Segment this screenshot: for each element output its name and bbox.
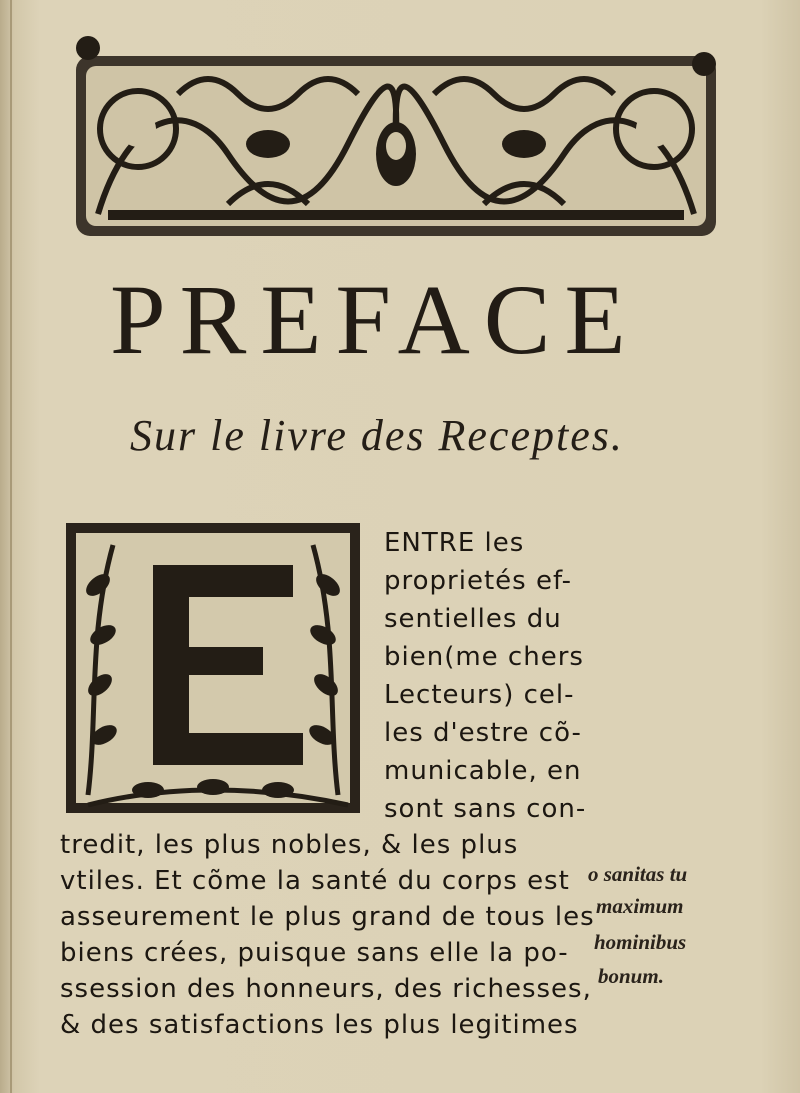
text-line: bien(me chers bbox=[384, 642, 584, 672]
text-line: les d'estre cõ- bbox=[384, 718, 582, 748]
text-line: proprietés ef- bbox=[384, 566, 573, 596]
text-line: sentielles du bbox=[384, 604, 562, 634]
page-subtitle: Sur le livre des Receptes. bbox=[130, 411, 624, 460]
decorated-initial-e bbox=[58, 515, 368, 820]
margin-note: bonum. bbox=[598, 964, 664, 988]
text-line: ENTRE les bbox=[384, 528, 525, 558]
margin-note: o sanitas tu bbox=[588, 862, 688, 886]
text-line: vtiles. Et cõme la santé du corps est bbox=[60, 866, 570, 896]
page-edge bbox=[10, 0, 12, 1093]
text-line: municable, en bbox=[384, 756, 582, 786]
text-line: biens crées, puisque sans elle la po- bbox=[60, 938, 569, 968]
text-line: asseurement le plus grand de tous les bbox=[60, 902, 595, 932]
page-title: PREFACE bbox=[110, 264, 640, 375]
text-line: & des satisfactions les plus legitimes bbox=[60, 1010, 579, 1040]
text-line: sont sans con- bbox=[384, 794, 587, 824]
text-line: ssession des honneurs, des richesses, bbox=[60, 974, 592, 1004]
woodcut-headpiece bbox=[68, 34, 724, 244]
text-line: tredit, les plus nobles, & les plus bbox=[60, 830, 519, 860]
margin-note: hominibus bbox=[594, 930, 687, 954]
text-line: Lecteurs) cel- bbox=[384, 680, 575, 710]
margin-note: maximum bbox=[596, 894, 684, 918]
